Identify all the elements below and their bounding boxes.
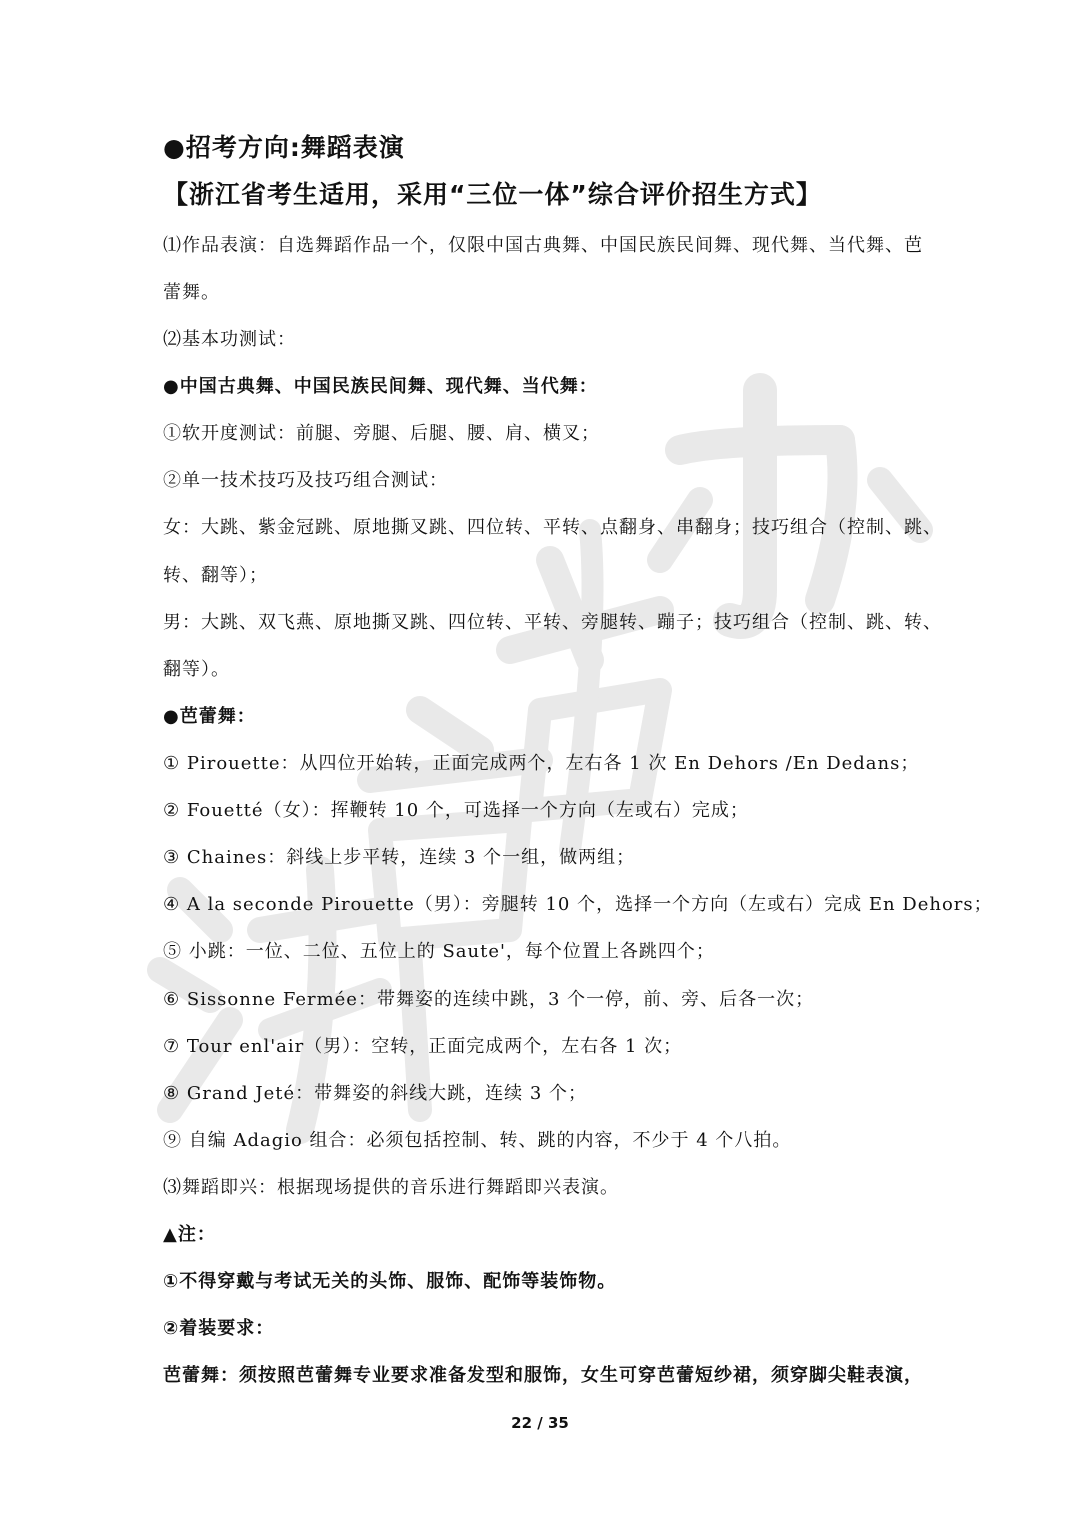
subsection-heading: ●中国古典舞、中国民族民间舞、现代舞、当代舞： bbox=[163, 376, 598, 397]
list-item: ②单一技术技巧及技巧组合测试： bbox=[163, 470, 448, 491]
paragraph-line: 女：大跳、紫金冠跳、原地撕叉跳、四位转、平转、点翻身、串翻身；技巧组合（控制、跳、 bbox=[163, 517, 942, 538]
note-item: 芭蕾舞：须按照芭蕾舞专业要求准备发型和服饰，女生可穿芭蕾短纱裙，须穿脚尖鞋表演， bbox=[163, 1365, 923, 1386]
paragraph-line: ⑶舞蹈即兴：根据现场提供的音乐进行舞蹈即兴表演。 bbox=[163, 1177, 619, 1198]
list-item: ⑥ Sissonne Fermée：带舞姿的连续中跳，3 个一停，前、旁、后各一次； bbox=[163, 989, 815, 1010]
list-item: ④ A la seconde Pirouette（男）：旁腿转 10 个，选择一个方向（左或右）完成 En Dehors； bbox=[163, 894, 993, 915]
note-item: ①不得穿戴与考试无关的头饰、服饰、配饰等装饰物。 bbox=[163, 1271, 617, 1292]
paragraph-line: ⑴作品表演：自选舞蹈作品一个，仅限中国古典舞、中国民族民间舞、现代舞、当代舞、芭 bbox=[163, 235, 923, 256]
note-heading: ▲注： bbox=[163, 1224, 216, 1245]
list-item: ③ Chaines：斜线上步平转，连续 3 个一组，做两组； bbox=[163, 847, 636, 868]
paragraph-line: 转、翻等）； bbox=[163, 565, 268, 586]
paragraph-line: 男：大跳、双飞燕、原地撕叉跳、四位转、平转、旁腿转、蹦子；技巧组合（控制、跳、转、 bbox=[163, 612, 942, 633]
list-item: ⑦ Tour enl'air（男）：空转，正面完成两个，左右各 1 次； bbox=[163, 1036, 683, 1057]
paragraph-line: ⑵基本功测试： bbox=[163, 329, 296, 350]
list-item: ①软开度测试：前腿、旁腿、后腿、腰、肩、横叉； bbox=[163, 423, 600, 444]
list-item: ② Fouetté（女）：挥鞭转 10 个，可选择一个方向（左或右）完成； bbox=[163, 800, 749, 821]
section-subheading: 【浙江省考生适用，采用“三位一体”综合评价招生方式】 bbox=[163, 180, 822, 209]
subsection-heading: ●芭蕾舞： bbox=[163, 706, 256, 727]
list-item: ① Pirouette：从四位开始转，正面完成两个，左右各 1 次 En Dehors /En Dedans； bbox=[163, 753, 920, 774]
note-item: ②着装要求： bbox=[163, 1318, 275, 1339]
page-number: 22 / 35 bbox=[511, 1414, 569, 1432]
list-item: ⑨ 自编 Adagio 组合：必须包括控制、转、跳的内容，不少于 4 个八拍。 bbox=[163, 1130, 792, 1151]
paragraph-line: 翻等）。 bbox=[163, 659, 230, 680]
list-item: ⑤ 小跳：一位、二位、五位上的 Saute'，每个位置上各跳四个； bbox=[163, 941, 715, 962]
list-item: ⑧ Grand Jeté：带舞姿的斜线大跳，连续 3 个； bbox=[163, 1083, 588, 1104]
section-heading: ●招考方向:舞蹈表演 bbox=[163, 133, 405, 162]
paragraph-line: 蕾舞。 bbox=[163, 282, 220, 303]
